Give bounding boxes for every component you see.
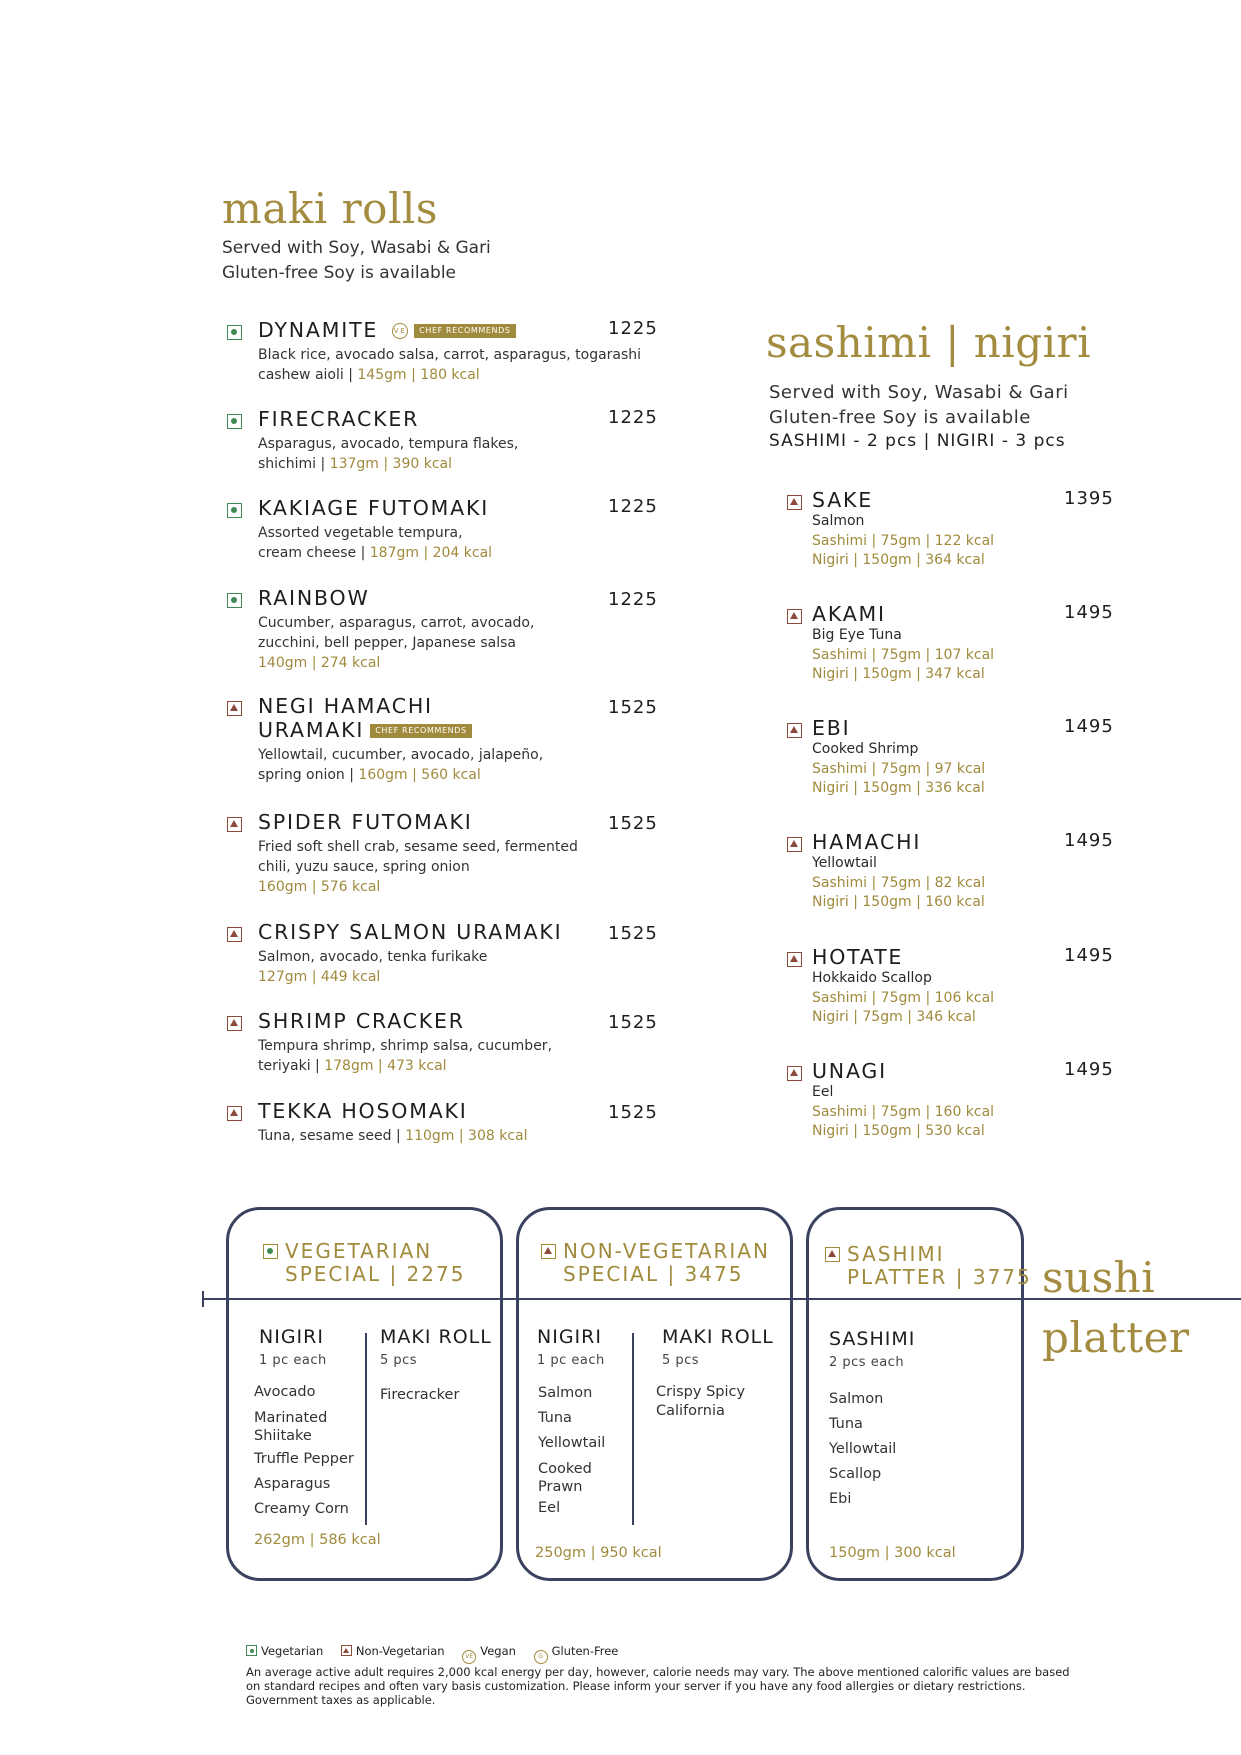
item-nutrition: 110gm | 308 kcal: [405, 1128, 528, 1144]
nonveg-icon: [787, 837, 802, 852]
vegan-icon: VE: [462, 1650, 476, 1664]
item-name: EBI: [812, 716, 851, 740]
item-description: Fried soft shell crab, sesame seed, fermented chili, yuzu sauce, spring onion 160gm | 576 kcal: [258, 839, 578, 895]
nonveg-icon: [787, 609, 802, 624]
item-description: Salmon: [812, 513, 865, 529]
nonveg-icon: [787, 723, 802, 738]
item-name: RAINBOW: [258, 586, 370, 610]
item-name: NEGI HAMACHI: [258, 694, 433, 718]
item-nutrition: 137gm | 390 kcal: [329, 456, 452, 472]
nonveg-icon: [787, 1066, 802, 1081]
item-name-cont: URAMAKI: [258, 718, 365, 742]
platter-item-list: Firecracker: [380, 1387, 460, 1403]
item-name: UNAGI: [812, 1059, 887, 1083]
platter-item-list: Salmon Tuna Yellowtail Cooked Prawn Eel: [538, 1385, 606, 1516]
item-nigiri-nutrition: Nigiri | 150gm | 347 kcal: [812, 666, 985, 682]
item-nutrition: 160gm | 560 kcal: [358, 767, 481, 783]
item-price: 1225: [608, 407, 658, 428]
platter-nutrition: 250gm | 950 kcal: [535, 1545, 662, 1561]
item-price: 1495: [1064, 1059, 1114, 1080]
sashimi-pieces-info: SASHIMI - 2 pcs | NIGIRI - 3 pcs: [769, 431, 1066, 451]
legend-nonveg: Non-Vegetarian: [341, 1644, 445, 1658]
sashimi-item: [812, 830, 1072, 913]
item-nigiri-nutrition: Nigiri | 150gm | 364 kcal: [812, 552, 985, 568]
item-name: AKAMI: [812, 602, 886, 626]
item-description: Yellowtail: [812, 855, 877, 871]
nonveg-icon: [227, 1016, 242, 1031]
item-name: TEKKA HOSOMAKI: [258, 1099, 468, 1123]
nonveg-icon: [787, 495, 802, 510]
item-nigiri-nutrition: Nigiri | 150gm | 336 kcal: [812, 780, 985, 796]
maki-subtitle-line-2: Gluten-free Soy is available: [222, 263, 456, 283]
item-price: 1495: [1064, 830, 1114, 851]
item-sashimi-nutrition: Sashimi | 75gm | 106 kcal: [812, 989, 995, 1006]
item-price: 1225: [608, 496, 658, 517]
legend-vegan: VE Vegan: [462, 1644, 516, 1658]
sashimi-platter-title: SASHIMI PLATTER | 3775: [847, 1243, 1032, 1289]
column-heading: SASHIMI: [829, 1328, 916, 1350]
sashimi-item: [812, 1059, 1072, 1142]
veg-icon: [227, 593, 242, 608]
item-nutrition: 160gm | 576 kcal: [258, 879, 381, 895]
legend-gluten-free: G Gluten-Free: [534, 1644, 619, 1658]
sashimi-section-title: sashimi | nigiri: [766, 318, 1092, 367]
column-subheading: 1 pc each: [259, 1353, 327, 1368]
item-name: SPIDER FUTOMAKI: [258, 810, 473, 834]
column-heading: NIGIRI: [537, 1326, 602, 1348]
sashimi-subtitle-line-1: Served with Soy, Wasabi & Gari: [769, 382, 1069, 403]
item-description: Tempura shrimp, shrimp salsa, cucumber, teriyaki | 178gm | 473 kcal: [258, 1038, 553, 1074]
nonveg-icon: [541, 1244, 556, 1259]
diet-legend: [246, 1644, 632, 1664]
platter-item-list: Avocado Marinated Shiitake Truffle Pepper Asparagus Creamy Corn: [254, 1384, 354, 1517]
column-subheading: 5 pcs: [662, 1353, 700, 1368]
nonveg-icon: [227, 1106, 242, 1121]
item-sashimi-nutrition: Sashimi | 75gm | 97 kcal: [812, 760, 986, 777]
item-description: Tuna, sesame seed | 110gm | 308 kcal: [258, 1128, 528, 1144]
item-description: Black rice, avocado salsa, carrot, asparagus, togarashi cashew aioli | 145gm | 180 kcal: [258, 347, 642, 383]
item-description: Salmon, avocado, tenka furikake 127gm | 449 kcal: [258, 949, 488, 985]
item-name: HAMACHI: [812, 830, 922, 854]
item-name: CRISPY SALMON URAMAKI: [258, 920, 563, 944]
item-description: Cooked Shrimp: [812, 741, 919, 757]
item-description: Yellowtail, cucumber, avocado, jalapeño, spring onion | 160gm | 560 kcal: [258, 747, 544, 783]
platter-nutrition: 150gm | 300 kcal: [829, 1545, 956, 1561]
sashimi-item: [812, 945, 1072, 1028]
nonveg-icon: [825, 1247, 840, 1262]
item-nutrition: 145gm | 180 kcal: [357, 367, 480, 383]
chef-recommends-badge: CHEF RECOMMENDS: [370, 724, 471, 738]
item-price: 1495: [1064, 945, 1114, 966]
item-nutrition: 127gm | 449 kcal: [258, 969, 381, 985]
item-description: Big Eye Tuna: [812, 627, 902, 643]
item-sashimi-nutrition: Sashimi | 75gm | 160 kcal: [812, 1103, 995, 1120]
sashimi-item: [812, 602, 1072, 685]
maki-subtitle-line-1: Served with Soy, Wasabi & Gari: [222, 238, 491, 258]
item-price: 1495: [1064, 602, 1114, 623]
sashimi-subtitle: [769, 380, 1069, 430]
column-heading: NIGIRI: [259, 1326, 324, 1348]
sashimi-subtitle-line-2: Gluten-free Soy is available: [769, 407, 1031, 428]
platter-nutrition: 262gm | 586 kcal: [254, 1532, 381, 1548]
maki-subtitle: [222, 236, 491, 286]
nonveg-icon: [787, 952, 802, 967]
item-description: Eel: [812, 1084, 834, 1100]
item-nigiri-nutrition: Nigiri | 75gm | 346 kcal: [812, 1009, 976, 1025]
legend-veg: Vegetarian: [246, 1644, 323, 1658]
item-price: 1525: [608, 1012, 658, 1033]
column-subheading: 2 pcs each: [829, 1355, 905, 1370]
nonveg-icon: [341, 1645, 352, 1656]
nonveg-icon: [227, 817, 242, 832]
item-sashimi-nutrition: Sashimi | 75gm | 82 kcal: [812, 874, 986, 891]
column-heading: MAKI ROLL: [380, 1326, 492, 1348]
veg-special-title: VEGETARIAN SPECIAL | 2275: [285, 1240, 465, 1286]
veg-icon: [263, 1244, 278, 1259]
vegan-icon: VE: [392, 323, 408, 339]
veg-icon: [227, 325, 242, 340]
maki-section-title: maki rolls: [222, 184, 438, 233]
sashimi-item: [812, 488, 1072, 571]
calorie-disclaimer: An average active adult requires 2,000 kcal energy per day, however, calorie needs may vary. The above mentioned calorific values are based on standard recipes and often vary basis customization. Please inform your server if you have any food allergies or dietary restrictions. Government taxes as applicable.: [246, 1665, 1070, 1707]
chef-recommends-badge: CHEF RECOMMENDS: [414, 324, 515, 338]
item-nigiri-nutrition: Nigiri | 150gm | 530 kcal: [812, 1123, 985, 1139]
column-divider: [632, 1333, 634, 1525]
sashimi-item: [812, 716, 1072, 799]
nonveg-special-title: NON-VEGETARIAN SPECIAL | 3475: [563, 1240, 770, 1286]
item-nutrition: 187gm | 204 kcal: [369, 545, 493, 561]
column-subheading: 1 pc each: [537, 1353, 605, 1368]
item-name: SAKE: [812, 488, 874, 512]
sushi-platter-title: sushi platter: [1042, 1253, 1190, 1362]
item-price: 1525: [608, 923, 658, 944]
platter-item-list: Crispy Spicy California: [656, 1384, 746, 1419]
item-description: Assorted vegetable tempura, cream cheese | 187gm | 204 kcal: [258, 525, 493, 561]
item-price: 1225: [608, 318, 658, 339]
platter-divider-tick: [202, 1291, 204, 1307]
item-price: 1525: [608, 813, 658, 834]
item-price: 1525: [608, 697, 658, 718]
nonveg-icon: [227, 701, 242, 716]
item-description: Cucumber, asparagus, carrot, avocado, zucchini, bell pepper, Japanese salsa 140gm | 274 kcal: [258, 615, 535, 671]
column-subheading: 5 pcs: [380, 1353, 418, 1368]
item-description: Hokkaido Scallop: [812, 970, 932, 986]
item-price: 1225: [608, 589, 658, 610]
veg-icon: [246, 1645, 257, 1656]
item-sashimi-nutrition: Sashimi | 75gm | 107 kcal: [812, 646, 995, 663]
item-name: DYNAMITE: [258, 318, 379, 342]
item-price: 1525: [608, 1102, 658, 1123]
item-nutrition: 178gm | 473 kcal: [324, 1058, 447, 1074]
platter-item-list: Salmon Tuna Yellowtail Scallop Ebi: [829, 1391, 897, 1507]
gluten-free-icon: G: [534, 1650, 548, 1664]
veg-icon: [227, 414, 242, 429]
nonveg-icon: [227, 927, 242, 942]
veg-icon: [227, 503, 242, 518]
item-name: FIRECRACKER: [258, 407, 420, 431]
item-description: Asparagus, avocado, tempura flakes, shichimi | 137gm | 390 kcal: [258, 436, 519, 472]
column-heading: MAKI ROLL: [662, 1326, 774, 1348]
item-name: SHRIMP CRACKER: [258, 1009, 465, 1033]
item-nutrition: 140gm | 274 kcal: [258, 655, 381, 671]
item-name: KAKIAGE FUTOMAKI: [258, 496, 490, 520]
item-name: HOTATE: [812, 945, 904, 969]
item-price: 1395: [1064, 488, 1114, 509]
item-nigiri-nutrition: Nigiri | 150gm | 160 kcal: [812, 894, 985, 910]
item-price: 1495: [1064, 716, 1114, 737]
column-divider: [365, 1333, 367, 1525]
item-sashimi-nutrition: Sashimi | 75gm | 122 kcal: [812, 532, 995, 549]
